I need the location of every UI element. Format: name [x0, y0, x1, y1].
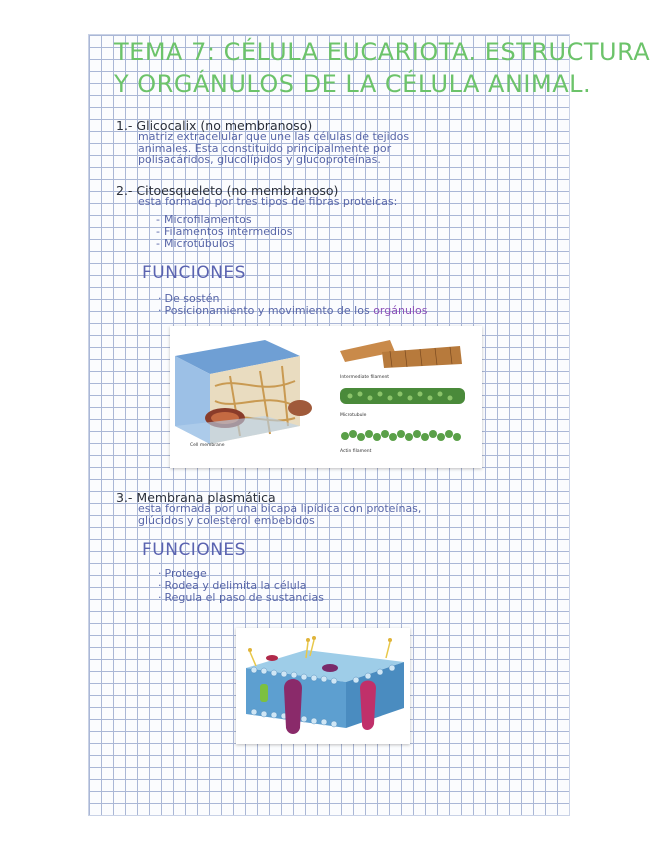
- list-item: · Protege: [158, 568, 324, 580]
- page-title-line-2: Y ORGÁNULOS DE LA CÉLULA ANIMAL.: [114, 70, 592, 98]
- section-3-body-line: glúcidos y colesterol embebidos: [138, 513, 315, 527]
- list-item: · Rodea y delimita la célula: [158, 580, 324, 592]
- section-1-body-line: polisacáridos, glucolípidos y glucoproteínas.: [138, 153, 381, 166]
- fiber-types-list: [156, 214, 293, 250]
- list-item: - Microfilamentos: [156, 214, 293, 226]
- section-3-funciones-title: FUNCIONES: [142, 540, 246, 560]
- section-1-body: [138, 131, 409, 166]
- page-title-line-1: TEMA 7: CÉLULA EUCARIOTA. ESTRUCTURA: [114, 38, 651, 66]
- section-1-body-line: matriz extracelular que une las células de tejidos: [138, 130, 410, 143]
- cytoskeleton-illustration: [170, 326, 482, 468]
- list-item: [158, 305, 427, 317]
- label-intermediate-filament: Intermediate filament: [340, 375, 390, 380]
- section-3-body-line: esta formada por una bicapa lipídica con proteínas,: [138, 502, 422, 515]
- funcion-text: Posicionamiento y movimiento de los: [164, 304, 370, 317]
- section-3-body: [138, 503, 421, 526]
- highlight-word: orgánulos: [373, 304, 428, 317]
- section-1-heading: 1.- Glicocalix (no membranoso): [116, 118, 313, 133]
- plasma-membrane-illustration: [236, 628, 410, 744]
- label-microtubule: Microtubule: [340, 413, 367, 418]
- section-3-funciones-list: [158, 568, 324, 604]
- list-item: · De sostén: [158, 293, 427, 305]
- section-2-body: esta formado por tres tipos de fibras proteicas:: [138, 195, 398, 208]
- label-actin-filament: Actin filament: [340, 449, 372, 454]
- label-cell-membrane: Cell membrane: [190, 443, 225, 448]
- section-2-heading: 2.- Citoesqueleto (no membranoso): [116, 183, 339, 198]
- section-3-heading: 3.- Membrana plasmática: [116, 490, 276, 505]
- list-item: - Microtúbulos: [156, 238, 293, 250]
- list-item: - Filamentos intermedios: [156, 226, 293, 238]
- section-1-body-line: animales. Esta constituido principalmente por: [138, 141, 392, 155]
- cytoskeleton-drawing: [170, 326, 482, 468]
- section-2-funciones-title: FUNCIONES: [142, 263, 246, 283]
- membrane-drawing: [236, 628, 410, 744]
- section-2-funciones-list: [158, 293, 427, 317]
- list-item: · Regula el paso de sustancias: [158, 592, 324, 604]
